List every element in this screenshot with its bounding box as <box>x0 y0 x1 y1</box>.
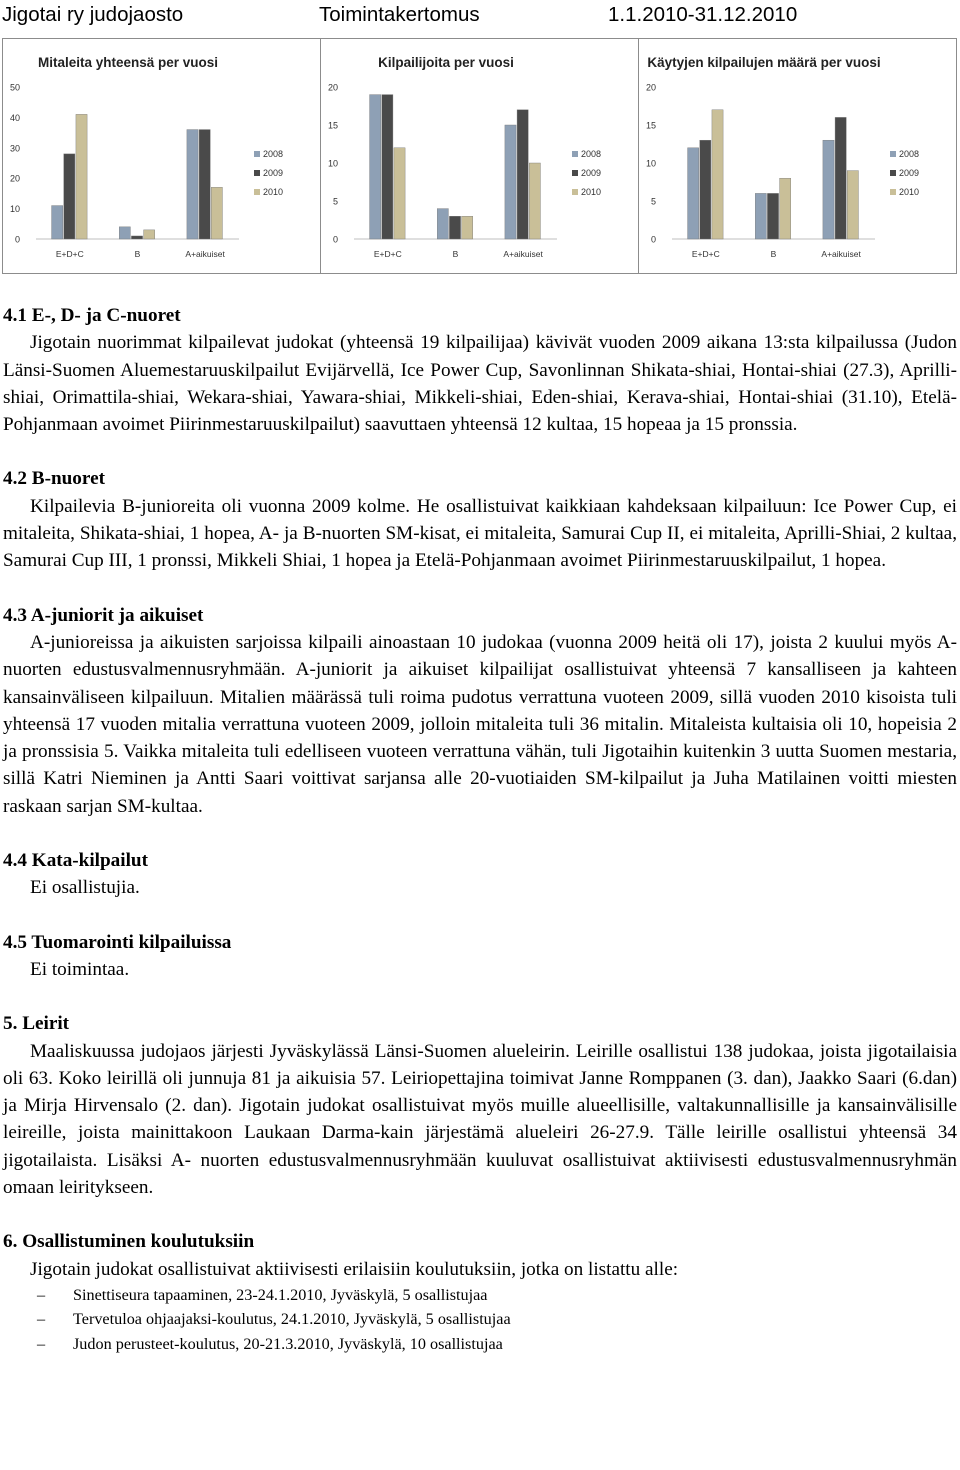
category-label: E+D+C <box>55 249 84 259</box>
bar-2009 <box>767 193 778 239</box>
category-label: E+D+C <box>373 249 402 259</box>
section-4-2-text <box>3 493 957 575</box>
header-period: 1.1.2010-31.12.2010 <box>608 3 798 26</box>
bar-2009 <box>449 216 460 239</box>
bar-2008 <box>688 148 699 239</box>
list-item: – Tervetuloa ohjaajaksi-koulutus, 24.1.2010, Jyväskylä, 5 osallistujaa <box>3 1307 957 1332</box>
bar-2010 <box>780 178 791 239</box>
legend-label: 2008 <box>263 149 284 159</box>
section-5-text-rest: judokaa, joista jigotailaisia oli 63. Koko leirillä oli junnuja 81 ja aikuisia 57. Leiriopettajina toimivat Janne Romppanen (3. dan), Jaakko Saari (6.dan) ja Mirja Hirvensalo (2. dan). Jigotain judokat osallistuivat myös muille alueellisille, valtakunnallisille ja kansainvälisille leireille, joista mainittakoon Laukaan Darma-kain järjestämä alueleiri 26-27.9. Tälle leirille osallistui yhteensä 34 jigotailaista. Lisäksi A- nuorten edustusvalmennusryhmään kuuluvat osallistuivat aktiivisesti edustusvalmennusryhmän omaan leiritykseen. <box>3 1040 958 1199</box>
chart-medals-svg <box>3 39 319 273</box>
bar-2009 <box>199 130 210 239</box>
bar-2008 <box>755 193 766 239</box>
document-body <box>3 302 957 1356</box>
page-header <box>2 0 958 34</box>
bar-2009 <box>835 117 846 239</box>
legend-swatch <box>572 170 578 176</box>
legend-label: 2008 <box>581 149 602 159</box>
category-label: A+aikuiset <box>185 249 225 259</box>
section-4-3-text-rest: joista 2 kuului myös A-nuorten edustusvalmennusryhmään. A-juniorit ja aikuiset kilpailijat osallistuivat yhteensä 7 kansalliseen ja kahteen kansainväliseen kilpailuun. Mitalien määrässä tuli roima pudotus verrattuna vuoteen 2009, sillä vuoden 2010 kisoista tuli yhteensä 17 vuoden mitalia verrattuna vuoteen 2009, jolloin mitaleita tuli 36 mitalin. Mitaleista kultaisia oli 10, hopeisia 2 ja pronssisia 5. Vaikka mitaleita tuli edelliseen vuoteen verrattuna vähän, tuli Jigotaihin kuitenkin 3 uutta Suomen mestaria, sillä Katri Nieminen ja Antti Saari voittivat sarjansa alle 20-vuotiaiden SM-kilpailut ja Juha Matilainen voitti miesten raskaan sarjan SM-kultaa. <box>3 631 958 817</box>
section-5-text-first: Maaliskuussa judojaos järjesti Jyväskylässä Länsi-Suomen alueleirin. Leirille osallistui 138 <box>30 1040 743 1062</box>
bar-2009 <box>64 154 75 239</box>
chart-competitors <box>320 38 639 274</box>
section-4-3-text <box>3 629 957 820</box>
section-4-5-text: Ei toimintaa. <box>30 958 130 980</box>
y-tick-label: 40 <box>9 112 20 123</box>
y-tick-label: 20 <box>9 173 20 184</box>
y-tick-label: 0 <box>650 234 656 245</box>
chart-competitions <box>638 38 957 274</box>
legend-label: 2008 <box>899 149 920 159</box>
y-tick-label: 30 <box>9 143 20 154</box>
bar-2010 <box>847 171 858 239</box>
chart-competitors-svg <box>321 39 637 273</box>
y-tick-label: 15 <box>327 120 338 131</box>
y-tick-label: 10 <box>645 158 656 169</box>
section-4-2-title: 4.2 B-nuoret <box>3 468 105 490</box>
training-list <box>3 1283 957 1357</box>
chart-competitions-svg <box>639 39 955 273</box>
bar-2010 <box>144 230 155 239</box>
y-tick-label: 15 <box>645 120 656 131</box>
bar-2008 <box>187 130 198 239</box>
charts-row <box>2 38 957 276</box>
legend-swatch <box>254 170 260 176</box>
section-4-5-title: 4.5 Tuomarointi kilpailuissa <box>3 931 232 953</box>
y-tick-label: 10 <box>9 204 20 215</box>
bar-2008 <box>505 125 516 239</box>
category-label: B <box>770 249 777 259</box>
legend-label: 2010 <box>581 187 602 197</box>
bar-2010 <box>462 216 473 239</box>
y-tick-label: 20 <box>645 82 656 93</box>
y-tick-label: 5 <box>332 196 338 207</box>
bar-2010 <box>529 163 540 239</box>
section-4-4-title: 4.4 Kata-kilpailut <box>3 850 148 872</box>
category-label: E+D+C <box>691 249 720 259</box>
section-4-1-text <box>3 329 957 438</box>
section-6-text: Jigotain judokat osallistuivat aktiivisesti erilaisiin koulutuksiin, jotka on listattu alle: <box>30 1258 679 1280</box>
header-org: Jigotai ry judojaosto <box>2 3 184 26</box>
category-label: B <box>134 249 141 259</box>
bar-2008 <box>823 140 834 239</box>
bar-2009 <box>700 140 711 239</box>
section-4-3-text-first: A-junioreissa ja aikuisten sarjoissa kilpaili ainoastaan 10 judokaa (vuonna 2009 heitä oli 17), <box>30 631 764 653</box>
bar-2010 <box>712 110 723 239</box>
bar-2009 <box>131 236 142 239</box>
list-item: – Judon perusteet-koulutus, 20-21.3.2010, Jyväskylä, 10 osallistujaa <box>3 1332 957 1357</box>
legend-label: 2009 <box>899 168 920 178</box>
legend-label: 2010 <box>899 187 920 197</box>
y-tick-label: 5 <box>650 196 656 207</box>
legend-swatch <box>254 189 260 195</box>
legend-swatch <box>890 151 896 157</box>
bar-2008 <box>52 206 63 239</box>
legend-swatch <box>890 170 896 176</box>
section-5-text <box>3 1038 957 1202</box>
section-6-title: 6. Osallistuminen koulutuksiin <box>3 1231 255 1253</box>
section-5-title: 5. Leirit <box>3 1013 70 1035</box>
y-tick-label: 20 <box>327 82 338 93</box>
section-4-1-title: 4.1 E-, D- ja C-nuoret <box>3 305 181 326</box>
category-label: A+aikuiset <box>821 249 861 259</box>
section-4-3-title: 4.3 A-juniorit ja aikuiset <box>3 604 204 626</box>
section-4-2-text-first: Kilpailevia B-junioreita oli vuonna 2009 kolme. He osallistuivat kaikkiaan kahdeksaan <box>30 495 717 517</box>
bar-2010 <box>394 148 405 239</box>
bar-2008 <box>437 209 448 239</box>
legend-label: 2009 <box>581 168 602 178</box>
chart-title: Käytyjen kilpailujen määrä per vuosi <box>647 55 881 70</box>
section-4-4-text: Ei osallistujia. <box>30 877 140 899</box>
legend-swatch <box>254 151 260 157</box>
header-report: Toimintakertomus <box>319 3 480 26</box>
legend-label: 2010 <box>263 187 284 197</box>
legend-swatch <box>890 189 896 195</box>
section-4-1-text-content: Jigotain nuorimmat kilpailevat judokat (yhteensä 19 kilpailijaa) kävivät vuoden 2009 aikana 13:sta kilpailussa (Judon Länsi-Suomen Aluemestaruuskilpailut Evijärvellä, Ice Power Cup, Savonlinnan Shikata-shiai, Hontai-shiai (27.3), Aprilli-shiai, Orimattila-shiai, Wekara-shiai, Yawara-shiai, Mikkeli-shiai, Eden-shiai, Kerava-shiai, Hontai-shiai (31.10), Etelä-Pohjanmaan avoimet Piirinmestaruuskilpailut) saavuttaen yhteensä 12 kultaa, 15 hopeaa ja 15 pronssia. <box>3 332 957 436</box>
legend-label: 2009 <box>263 168 284 178</box>
y-tick-label: 0 <box>332 234 338 245</box>
category-label: B <box>452 249 459 259</box>
bar-2009 <box>382 95 393 239</box>
y-tick-label: 0 <box>14 234 20 245</box>
legend-swatch <box>572 151 578 157</box>
list-item: – Sinettiseura tapaaminen, 23-24.1.2010, Jyväskylä, 5 osallistujaa <box>3 1283 957 1308</box>
category-label: A+aikuiset <box>503 249 543 259</box>
bar-2009 <box>517 110 528 239</box>
y-tick-label: 10 <box>327 158 338 169</box>
chart-title: Kilpailijoita per vuosi <box>378 55 514 70</box>
section-4-2-text-rest: kilpailuun: Ice Power Cup, ei mitaleita, Shikata-shiai, 1 hopea, A- ja B-nuorten SM-kisat, ei mitaleita, Samurai Cup II, ei mitaleita, Aprilli-Shiai, 2 kultaa, Samurai Cup III, 1 pronssi, Mikkeli Shiai, 1 hopea ja Etelä-Pohjanmaan avoimet Piirinmestaruuskilpailut, 1 hopea. <box>3 495 957 572</box>
y-tick-label: 50 <box>9 82 20 93</box>
legend-swatch <box>572 189 578 195</box>
chart-title: Mitaleita yhteensä per vuosi <box>37 55 219 70</box>
bar-2010 <box>211 187 222 239</box>
bar-2008 <box>370 95 381 239</box>
bar-2008 <box>119 227 130 239</box>
chart-medals <box>2 38 321 274</box>
bar-2010 <box>76 114 87 239</box>
